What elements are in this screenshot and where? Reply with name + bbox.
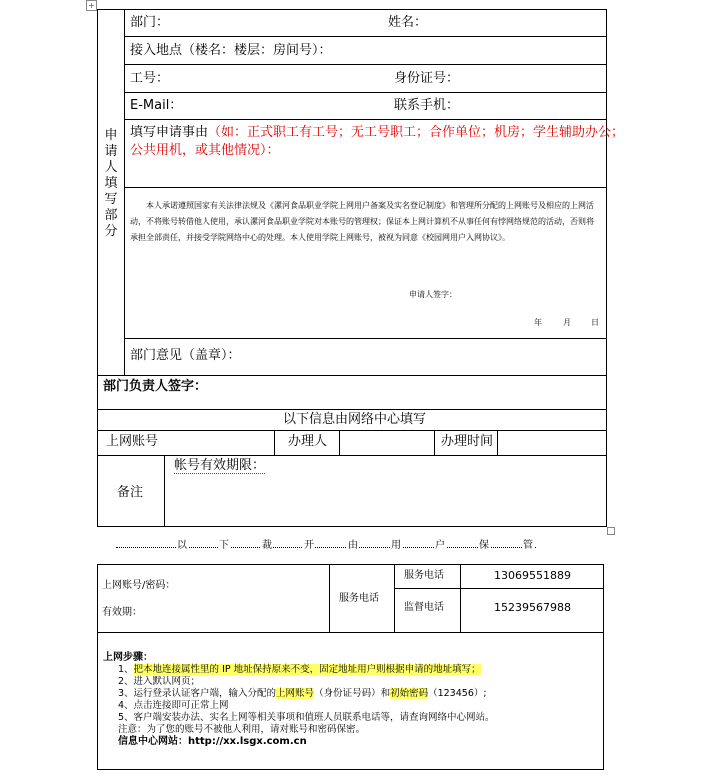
reason-hint-line1: （如：正式职工有工号；无工号职工；合作单位；机房；学生辅助办公； <box>208 125 625 140</box>
applicant-section-vertical-label: 申请人填写部分 <box>104 128 118 239</box>
cut-line-char: 开 <box>304 540 314 551</box>
account-password-label: 上网账号/密码： <box>102 580 176 591</box>
date-year: 年 <box>534 318 542 327</box>
website-url[interactable]: http://xx.lsgx.com.cn <box>188 736 307 747</box>
website-label: 信息中心网站： <box>118 736 188 747</box>
reason-hint-line2: 公共用机，或其他情况）： <box>130 143 280 158</box>
reason-label <box>130 124 624 142</box>
supervision-phone-label: 监督电话 <box>404 602 444 613</box>
department-opinion-label: 部门意见（盖章）： <box>130 348 241 363</box>
table-move-handle-icon[interactable]: + <box>86 0 97 11</box>
account-validity-text: 帐号有效期限： <box>174 458 266 473</box>
cut-line-char: 户 <box>435 540 445 551</box>
name-label: 姓名： <box>388 15 428 30</box>
website-line <box>118 737 307 747</box>
service-phone-label: 服务电话 <box>404 570 444 581</box>
department-head-signature-label: 部门负责人签字： <box>103 379 208 394</box>
supervision-phone-number: 15239567988 <box>494 601 571 614</box>
step-1-text: 把本地连接属性里的 IP 地址保持原来不变，固定地址用户则根据申请的地址填写； <box>133 664 481 675</box>
steps-title: 上网步骤： <box>103 652 153 663</box>
employee-id-label: 工号： <box>130 71 170 86</box>
department-label: 部门： <box>130 15 170 30</box>
step-4: 4、点击连接即可正常上网 <box>118 700 229 711</box>
step-1-number: 1、 <box>118 664 134 675</box>
account-validity-label <box>174 459 265 472</box>
handler-label: 办理人 <box>288 434 328 449</box>
step-3-post: （123456）; <box>428 688 487 699</box>
step-3-account: 上网账号 <box>276 688 315 699</box>
remark-label: 备注 <box>117 485 144 500</box>
cut-line-char: 下 <box>219 540 229 551</box>
date-month: 月 <box>563 318 571 327</box>
step-2: 2、进入默认网页； <box>118 676 201 687</box>
handle-time-label: 办理时间 <box>441 434 494 449</box>
internet-account-label: 上网账号 <box>106 434 159 449</box>
contact-phone-label: 联系手机： <box>394 98 460 113</box>
date-day: 日 <box>591 318 599 327</box>
step-3-pre: 3、运行登录认证客户端，输入分配的 <box>118 688 277 699</box>
email-label: E-Mail： <box>130 98 183 113</box>
access-location-label: 接入地点（楼名：楼层：房间号）： <box>130 43 332 58</box>
step-1 <box>118 665 481 675</box>
applicant-signature-label: 申请人签字： <box>409 290 457 299</box>
table-resize-handle-icon[interactable] <box>607 527 615 535</box>
cut-line-char: 用 <box>391 540 401 551</box>
cut-line-char: 保 <box>479 540 489 551</box>
cut-line-char: 裁 <box>262 540 272 551</box>
application-form-table <box>97 9 607 527</box>
service-phone-center-label: 服务电话 <box>339 593 379 604</box>
step-5: 5、客户端安装办法、实名上网等相关事项和值班人员联系电话等，请查询网络中心网站。 <box>118 712 495 723</box>
note: 注意：为了您的账号不被他人利用，请对账号和密码保密。 <box>118 724 366 735</box>
pledge-paragraph: 本人承诺遵照国家有关法律法规及《漯河食品职业学院上网用户备案及实名登记制度》和管理所分配的上网账号及相应的上网活动，不将账号转借他人使用，承认漯河食品职业学院对本账号的管理权；保证本上网计算机不从事任何有悖网络规范的活动，否则将承担全部责任，并接受学院网络中心的处理。本人使用学院上网账号，被视为同意《校园网用户入网协议》。 <box>130 201 594 242</box>
step-3-password: 初始密码 <box>390 688 429 699</box>
step-3 <box>118 689 487 699</box>
step-3-mid: （身份证号码）和 <box>314 688 391 699</box>
cut-line-char: 管 <box>523 540 533 551</box>
slip-validity-label: 有效期： <box>102 607 142 618</box>
cut-line-char: 由 <box>348 540 358 551</box>
network-center-title: 以下信息由网络中心填写 <box>283 412 427 427</box>
reason-prefix: 填写申请事由 <box>130 125 209 140</box>
id-card-label: 身份证号： <box>394 71 460 86</box>
cut-line-char: 以 <box>177 540 187 551</box>
service-phone-number: 13069551889 <box>494 569 571 582</box>
